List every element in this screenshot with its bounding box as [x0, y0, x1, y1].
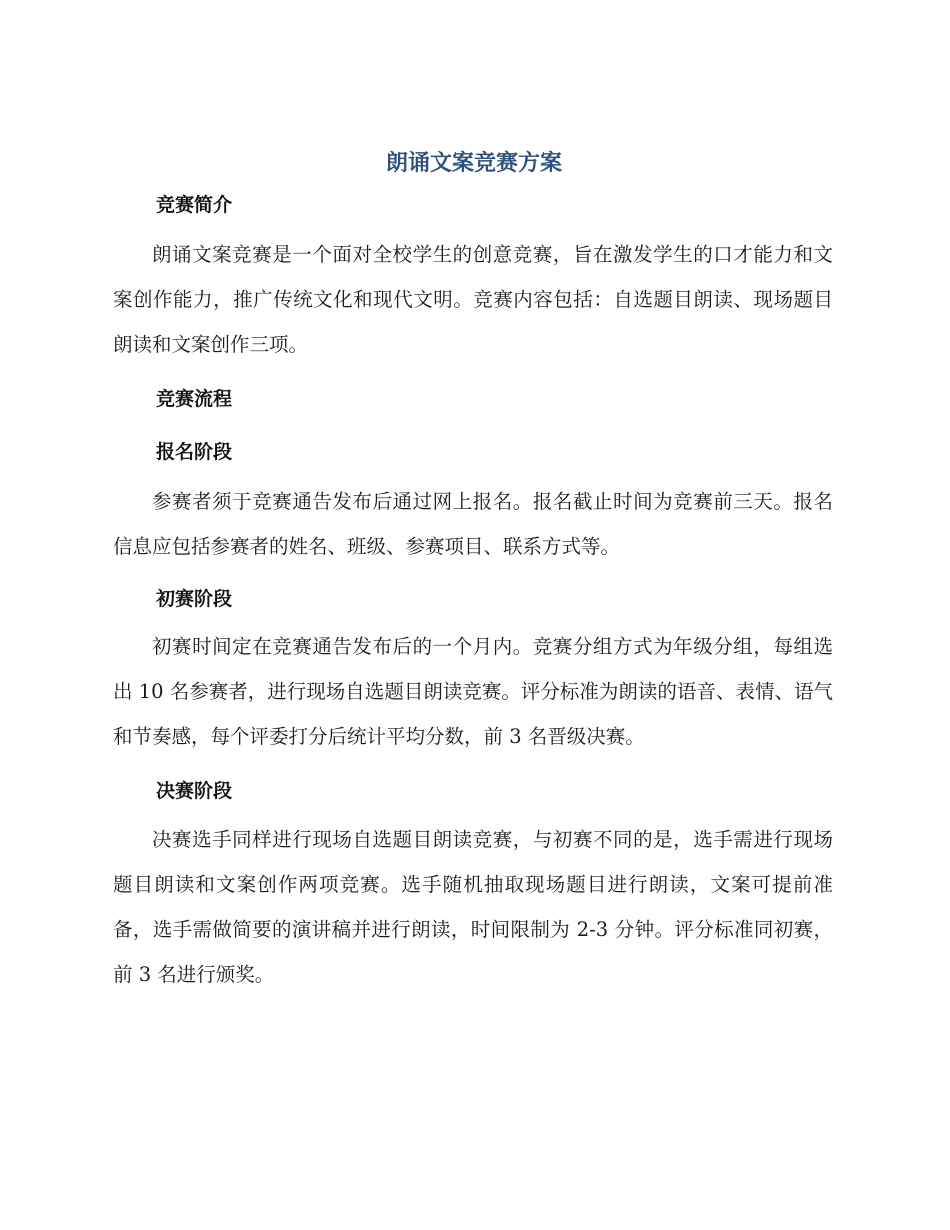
- section-heading-flow: 竞赛流程: [156, 388, 233, 410]
- section-body-prelim: 初赛时间定在竞赛通告发布后的一个月内。竞赛分组方式为年级分组，每组选出 10 名参赛者，进行现场自选题目朗读竞赛。评分标准为朗读的语音、表情、语气和节奏感，每个评委打分后统计平均分数，前 3 名晋级决赛。: [113, 635, 833, 748]
- section-body-signup: 参赛者须于竞赛通告发布后通过网上报名。报名截止时间为竞赛前三天。报名信息应包括参赛者的姓名、班级、参赛项目、联系方式等。: [113, 490, 833, 558]
- section-body-intro: 朗诵文案竞赛是一个面对全校学生的创意竞赛，旨在激发学生的口才能力和文案创作能力，推广传统文化和现代文明。竞赛内容包括：自选题目朗读、现场题目朗读和文案创作三项。: [113, 243, 833, 356]
- document-content: [113, 146, 833, 997]
- section-heading-signup: 报名阶段: [156, 441, 233, 463]
- section-body-final: 决赛选手同样进行现场自选题目朗读竞赛，与初赛不同的是，选手需进行现场题目朗读和文案创作两项竞赛。选手随机抽取现场题目进行朗读，文案可提前准备，选手需做简要的演讲稿并进行朗读，时间限制为 2-3 分钟。评分标准同初赛，前 3 名进行颁奖。: [113, 828, 833, 986]
- section-heading-final: 决赛阶段: [156, 780, 233, 802]
- section-heading-intro: 竞赛简介: [156, 194, 233, 216]
- section-heading-prelim: 初赛阶段: [156, 588, 233, 610]
- document-title: 朗诵文案竞赛方案: [385, 151, 562, 176]
